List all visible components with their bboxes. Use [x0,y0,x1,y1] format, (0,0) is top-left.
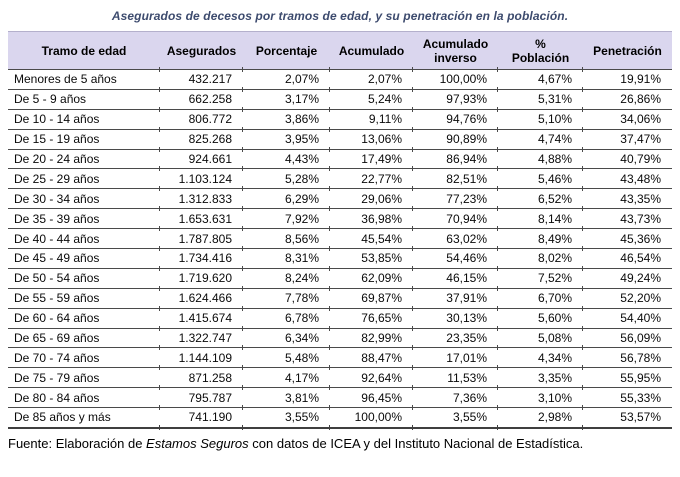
header-row [8,32,672,70]
value-cell: 43,48% [583,169,672,189]
age-group-cell: De 40 - 44 años [8,229,160,249]
value-cell: 4,34% [498,348,583,368]
table-row [8,89,672,109]
value-cell: 825.268 [160,129,243,149]
value-cell: 3,55% [413,408,498,428]
col-header-penetracion: Penetración [583,32,672,70]
age-group-cell: De 35 - 39 años [8,209,160,229]
source-prefix: Fuente: Elaboración de [8,435,147,451]
value-cell: 1.719.620 [160,268,243,288]
age-group-cell: De 75 - 79 años [8,368,160,388]
value-cell: 17,01% [413,348,498,368]
value-cell: 6,29% [243,189,330,209]
value-cell: 92,64% [330,368,413,388]
age-group-cell: De 10 - 14 años [8,109,160,129]
value-cell: 55,95% [583,368,672,388]
value-cell: 1.103.124 [160,169,243,189]
table-row [8,149,672,169]
value-cell: 8,31% [243,249,330,269]
value-cell: 88,47% [330,348,413,368]
age-group-cell: De 50 - 54 años [8,268,160,288]
value-cell: 1.653.631 [160,209,243,229]
table-body [8,70,672,428]
value-cell: 5,08% [498,328,583,348]
value-cell: 29,06% [330,189,413,209]
value-cell: 26,86% [583,89,672,109]
value-cell: 43,73% [583,209,672,229]
value-cell: 5,31% [498,89,583,109]
value-cell: 3,17% [243,89,330,109]
source-note [8,436,672,451]
value-cell: 2,07% [243,70,330,90]
age-group-cell: De 65 - 69 años [8,328,160,348]
value-cell: 741.190 [160,408,243,428]
value-cell: 56,78% [583,348,672,368]
value-cell: 3,86% [243,109,330,129]
value-cell: 55,33% [583,388,672,408]
age-group-cell: De 45 - 49 años [8,249,160,269]
value-cell: 6,70% [498,288,583,308]
table-row [8,368,672,388]
value-cell: 1.312.833 [160,189,243,209]
value-cell: 40,79% [583,149,672,169]
value-cell: 5,24% [330,89,413,109]
value-cell: 3,81% [243,388,330,408]
value-cell: 37,47% [583,129,672,149]
value-cell: 5,48% [243,348,330,368]
value-cell: 4,74% [498,129,583,149]
value-cell: 662.258 [160,89,243,109]
value-cell: 100,00% [413,70,498,90]
value-cell: 8,02% [498,249,583,269]
value-cell: 17,49% [330,149,413,169]
source-brand: Estamos Seguros [146,435,249,451]
table-row [8,169,672,189]
value-cell: 6,78% [243,308,330,328]
value-cell: 96,45% [330,388,413,408]
value-cell: 52,20% [583,288,672,308]
value-cell: 1.787.805 [160,229,243,249]
value-cell: 86,94% [413,149,498,169]
value-cell: 6,52% [498,189,583,209]
value-cell: 871.258 [160,368,243,388]
col-header-poblacion: % Población [498,32,583,70]
value-cell: 100,00% [330,408,413,428]
value-cell: 3,55% [243,408,330,428]
table-row [8,249,672,269]
value-cell: 7,92% [243,209,330,229]
value-cell: 54,40% [583,308,672,328]
value-cell: 46,54% [583,249,672,269]
value-cell: 37,91% [413,288,498,308]
age-group-cell: De 15 - 19 años [8,129,160,149]
value-cell: 3,95% [243,129,330,149]
value-cell: 49,24% [583,268,672,288]
table-row [8,268,672,288]
value-cell: 45,36% [583,229,672,249]
value-cell: 45,54% [330,229,413,249]
table-row [8,229,672,249]
data-table [8,31,672,429]
value-cell: 30,13% [413,308,498,328]
value-cell: 3,35% [498,368,583,388]
value-cell: 5,46% [498,169,583,189]
table-row [8,408,672,428]
age-group-cell: Menores de 5 años [8,70,160,90]
col-header-porcentaje: Porcentaje [243,32,330,70]
value-cell: 1.322.747 [160,328,243,348]
value-cell: 1.734.416 [160,249,243,269]
value-cell: 13,06% [330,129,413,149]
value-cell: 795.787 [160,388,243,408]
value-cell: 5,28% [243,169,330,189]
value-cell: 1.415.674 [160,308,243,328]
value-cell: 7,78% [243,288,330,308]
value-cell: 8,24% [243,268,330,288]
value-cell: 56,09% [583,328,672,348]
value-cell: 432.217 [160,70,243,90]
table-row [8,288,672,308]
col-header-asegurados: Asegurados [160,32,243,70]
value-cell: 53,57% [583,408,672,428]
value-cell: 2,98% [498,408,583,428]
age-group-cell: De 60 - 64 años [8,308,160,328]
value-cell: 90,89% [413,129,498,149]
value-cell: 7,52% [498,268,583,288]
value-cell: 63,02% [413,229,498,249]
value-cell: 8,14% [498,209,583,229]
age-group-cell: De 20 - 24 años [8,149,160,169]
value-cell: 9,11% [330,109,413,129]
value-cell: 36,98% [330,209,413,229]
value-cell: 77,23% [413,189,498,209]
value-cell: 806.772 [160,109,243,129]
value-cell: 1.624.466 [160,288,243,308]
value-cell: 4,88% [498,149,583,169]
value-cell: 3,10% [498,388,583,408]
report-page [0,9,680,477]
value-cell: 8,56% [243,229,330,249]
value-cell: 11,53% [413,368,498,388]
age-group-cell: De 70 - 74 años [8,348,160,368]
value-cell: 43,35% [583,189,672,209]
age-group-cell: De 80 - 84 años [8,388,160,408]
table-row [8,189,672,209]
col-header-acumulado-inverso: Acumulado inverso [413,32,498,70]
table-row [8,308,672,328]
value-cell: 82,51% [413,169,498,189]
table-header [8,32,672,70]
age-group-cell: De 55 - 59 años [8,288,160,308]
value-cell: 34,06% [583,109,672,129]
value-cell: 82,99% [330,328,413,348]
value-cell: 2,07% [330,70,413,90]
table-row [8,328,672,348]
value-cell: 22,77% [330,169,413,189]
value-cell: 5,10% [498,109,583,129]
value-cell: 924.661 [160,149,243,169]
value-cell: 70,94% [413,209,498,229]
value-cell: 53,85% [330,249,413,269]
age-group-cell: De 25 - 29 años [8,169,160,189]
value-cell: 4,43% [243,149,330,169]
table-row [8,70,672,90]
value-cell: 5,60% [498,308,583,328]
value-cell: 62,09% [330,268,413,288]
source-suffix: con datos de ICEA y del Instituto Nacional de Estadística. [248,435,584,451]
col-header-acumulado: Acumulado [330,32,413,70]
value-cell: 54,46% [413,249,498,269]
table-row [8,109,672,129]
value-cell: 23,35% [413,328,498,348]
value-cell: 46,15% [413,268,498,288]
table-row [8,388,672,408]
table-title: Asegurados de decesos por tramos de edad, y su penetración en la población. [111,9,569,23]
value-cell: 76,65% [330,308,413,328]
value-cell: 8,49% [498,229,583,249]
table-row [8,129,672,149]
age-group-cell: De 30 - 34 años [8,189,160,209]
value-cell: 4,67% [498,70,583,90]
value-cell: 6,34% [243,328,330,348]
value-cell: 7,36% [413,388,498,408]
value-cell: 1.144.109 [160,348,243,368]
age-group-cell: De 5 - 9 años [8,89,160,109]
value-cell: 4,17% [243,368,330,388]
col-header-tramo-de-edad: Tramo de edad [8,32,160,70]
value-cell: 94,76% [413,109,498,129]
value-cell: 69,87% [330,288,413,308]
table-row [8,209,672,229]
table-row [8,348,672,368]
value-cell: 97,93% [413,89,498,109]
value-cell: 19,91% [583,70,672,90]
age-group-cell: De 85 años y más [8,408,160,428]
